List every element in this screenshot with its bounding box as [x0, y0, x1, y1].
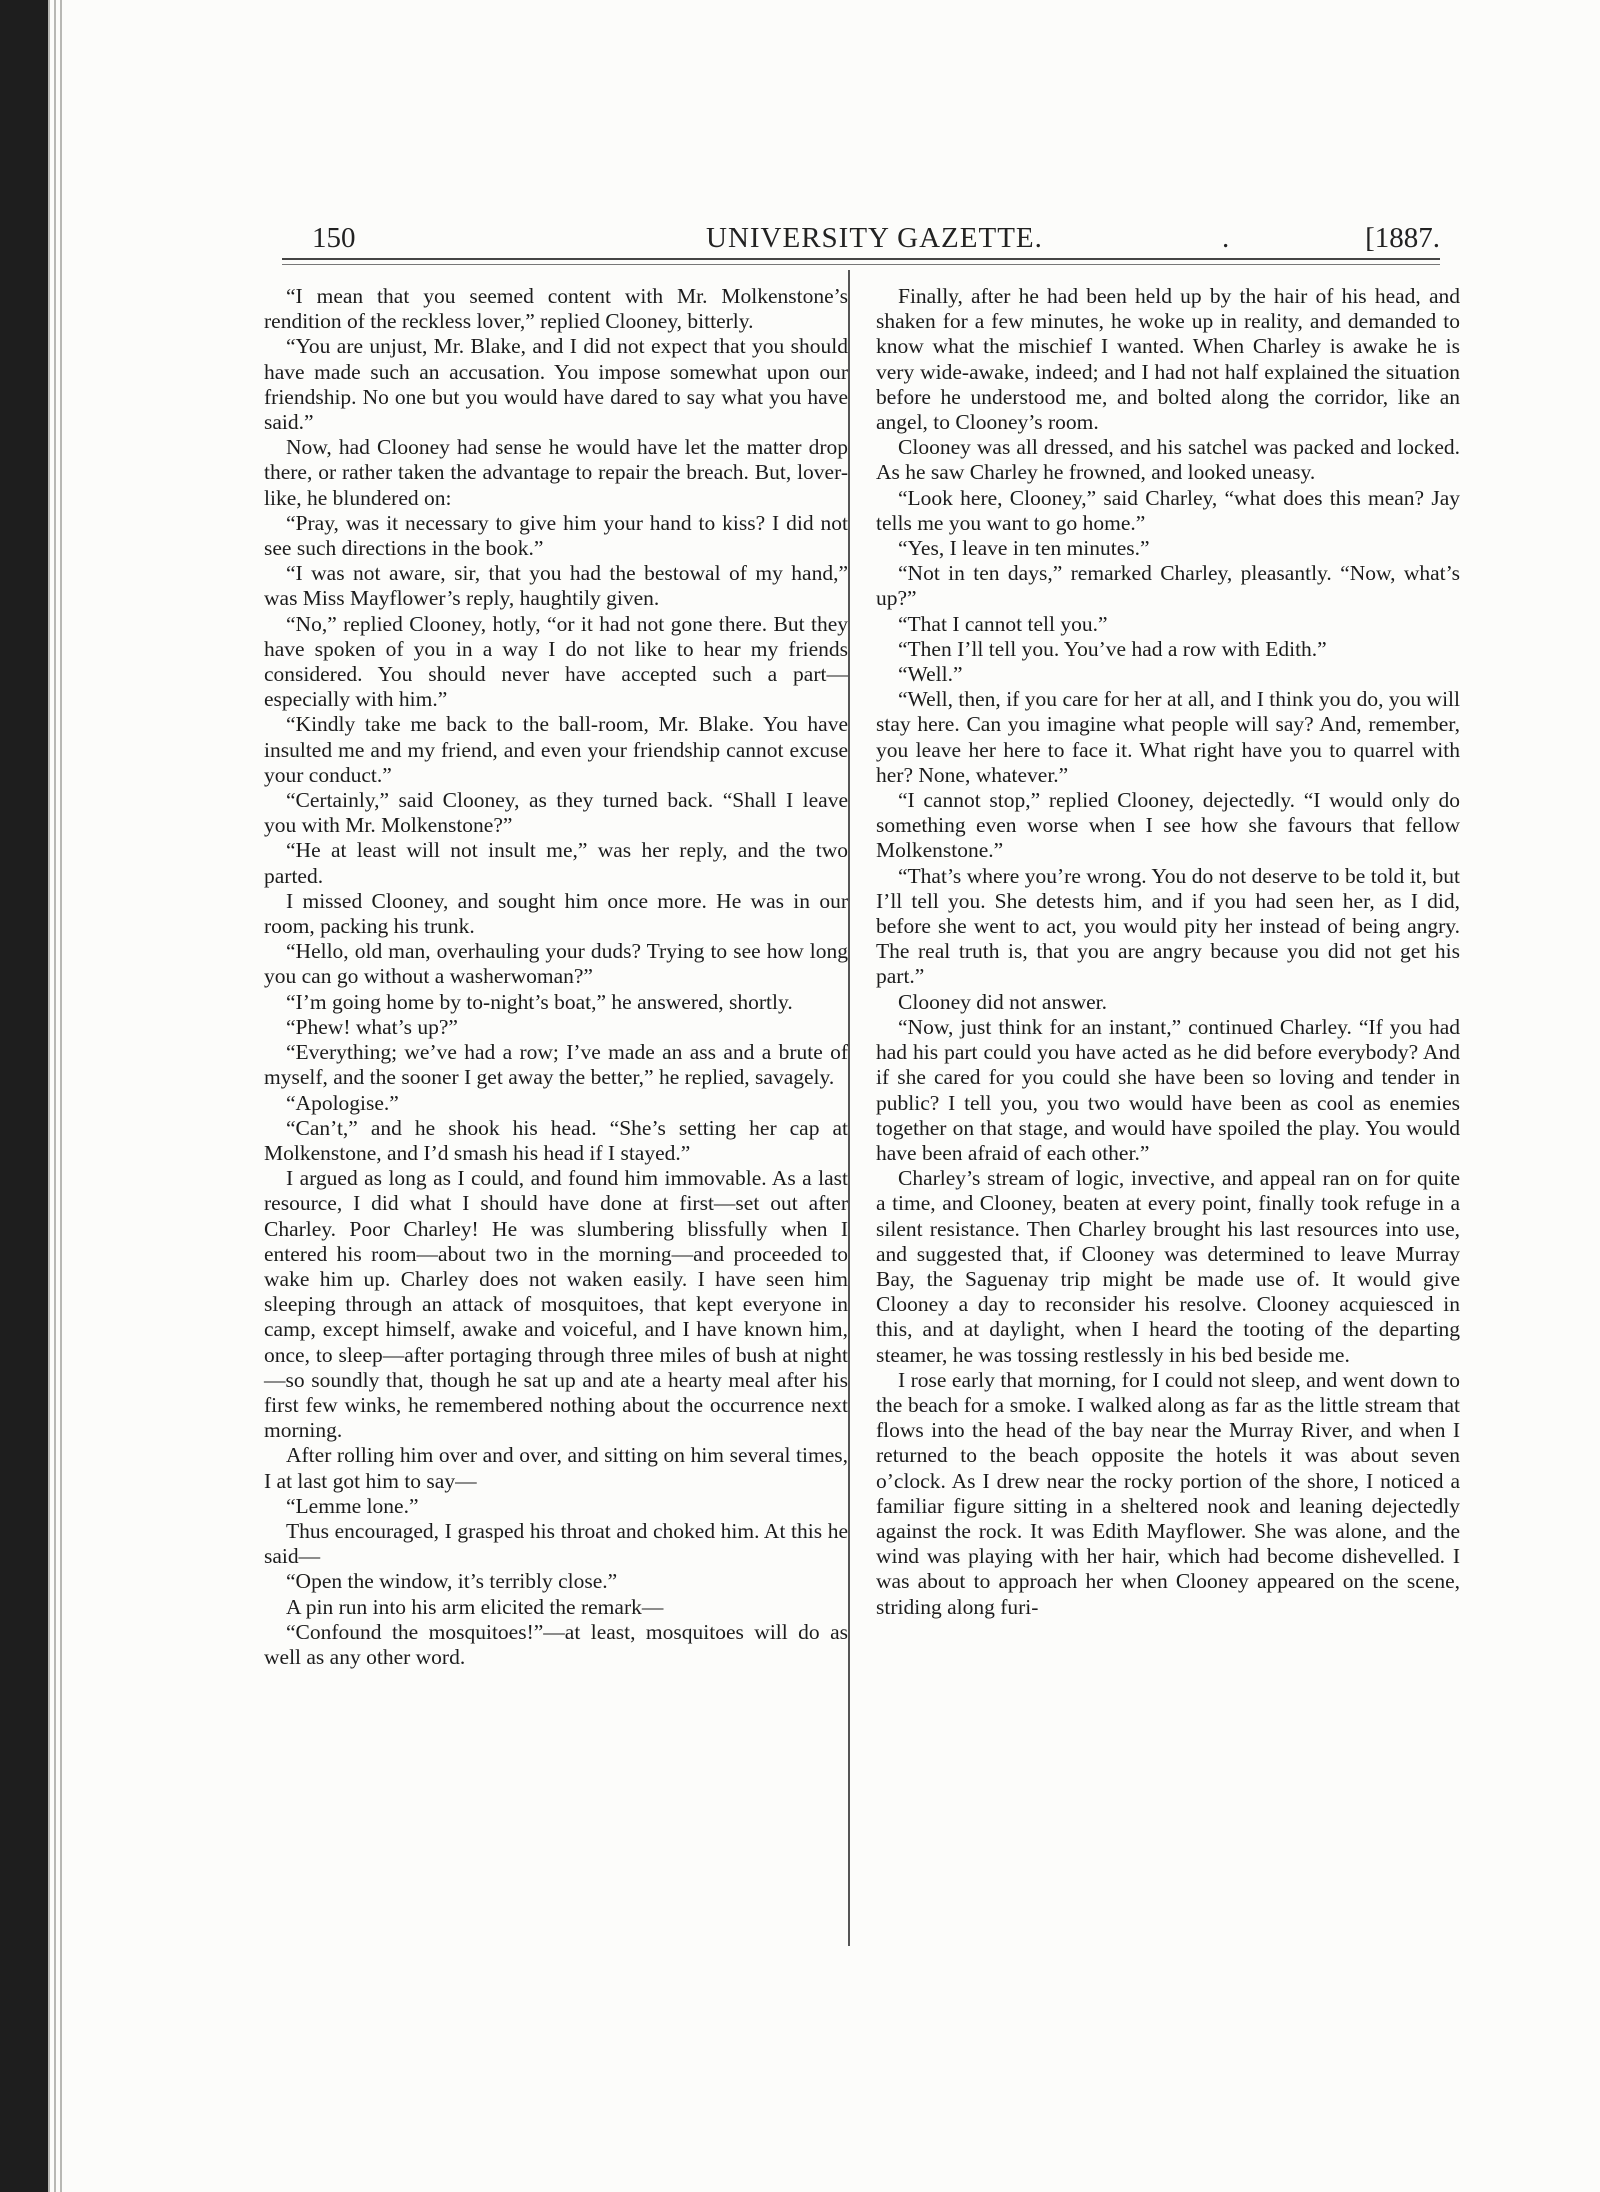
header-rule — [282, 258, 1440, 260]
paragraph: “Pray, was it necessary to give him your hand to kiss? I did not see such directions in the book.” — [264, 510, 848, 561]
left-column — [264, 284, 848, 1670]
header-year: [1887. — [1365, 222, 1440, 254]
paragraph: “Well, then, if you care for her at all, and I think you do, you will stay here. Can you imagine what people will say? And, remember, you leave her here to face it. What right have you to quarrel with her? None, whatever.” — [876, 687, 1460, 787]
paragraph: “That I cannot tell you.” — [898, 611, 1108, 636]
paragraph: “He at least will not insult me,” was her reply, and the two parted. — [264, 838, 848, 888]
paragraph: “That’s where you’re wrong. You do not deserve to be told it, but I’ll tell you. She detests him, and if you had seen her, as I did, before she went to act, you would pity her instead of being angry. The real truth is, that you are angry because you did not get his part.” — [876, 863, 1460, 989]
header-rule-thin — [282, 264, 1440, 265]
paragraph: Finally, after he had been held up by the hair of his head, and shaken for a few minutes, he woke up in reality, and demanded to know what the mischief I wanted. When Charley is awake he is very wide-awake, indeed; and I had not half explained the situation before he understood me, and bolted along the corridor, like an angel, to Clooney’s room. — [876, 284, 1460, 435]
paragraph: “Yes, I leave in ten minutes.” — [898, 536, 1150, 561]
paragraph: “Apologise.” — [286, 1090, 399, 1115]
column-divider — [848, 270, 850, 1946]
paragraph: A pin run into his arm elicited the remark— — [286, 1594, 664, 1619]
running-header — [312, 222, 1440, 258]
page-edge — [60, 0, 62, 2192]
paragraph: “Everything; we’ve had a row; I’ve made an ass and a brute of myself, and the sooner I get away the better,” he replied, savagely. — [264, 1040, 848, 1090]
paragraph: “Now, just think for an instant,” continued Charley. “If you had had his part could you have acted as he did before everybody? And if she cared for you could she have been so loving and tender in public? I tell you, you two would have been as cool as enemies together on that stage, and would have spoiled the play. You would have been afraid of each other.” — [876, 1014, 1460, 1165]
paragraph: Charley’s stream of logic, invective, and appeal ran on for quite a time, and Clooney, beaten at every point, finally took refuge in a silent resistance. Then Charley brought his last resources into use, and suggested that, if Clooney was determined to leave Murray Bay, the Saguenay trip might be made use of. It would give Clooney a day to reconsider his resolve. Clooney acquiesced in this, and at daylight, when I heard the tooting of the departing steamer, he was tossing restlessly in his bed beside me. — [876, 1166, 1460, 1367]
header-separator: . — [1222, 222, 1230, 254]
paragraph: “I cannot stop,” replied Clooney, dejectedly. “I would only do something even worse when I see how she favours that fellow Molkenstone.” — [876, 788, 1460, 863]
paragraph: Now, had Clooney had sense he would have let the matter drop there, or rather taken the advantage to repair the breach. But, lover-like, he blundered on: — [264, 435, 848, 510]
page-edge — [54, 0, 56, 2192]
paragraph: I rose early that morning, for I could not sleep, and went down to the beach for a smoke. I walked along as far as the little stream that flows into the head of the bay near the Murray River, and when I returned to the beach opposite the hotels it was about seven o’clock. As I drew near the rocky portion of the shore, I noticed a familiar figure sitting in a sheltered nook and leaning dejectedly against the rock. It was Edith Mayflower. She was alone, and the wind was playing with her hair, which had become dishevelled. I was about to approach her when Clooney appeared on the scene, striding along furi- — [876, 1367, 1460, 1619]
paragraph: I argued as long as I could, and found him immovable. As a last resource, I did what I should have done at first—set out after Charley. Poor Charley! He was slumbering blissfully when I entered his room—about two in the morning—and proceeded to wake him up. Charley does not waken easily. I have seen him sleeping through an attack of mosquitoes, that kept everyone in camp, except himself, awake and voiceful, and I have known him, once, to sleep—after portaging through three miles of bush at night—so soundly that, though he sat up and ate a hearty meal after his first few winks, he remembered nothing about the occurrence next morning. — [264, 1166, 848, 1443]
publication-title: UNIVERSITY GAZETTE. — [706, 222, 1043, 254]
paragraph: “Kindly take me back to the ball-room, Mr. Blake. You have insulted me and my friend, and even your friendship cannot excuse your conduct.” — [264, 712, 848, 787]
paragraph: “Phew! what’s up?” — [286, 1014, 458, 1039]
paragraph: “Look here, Clooney,” said Charley, “what does this mean? Jay tells me you want to go home.” — [876, 485, 1460, 535]
paragraph: “Well.” — [898, 662, 963, 687]
paragraph: “Open the window, it’s terribly close.” — [286, 1569, 618, 1594]
page-number: 150 — [312, 222, 356, 254]
paragraph: Clooney was all dressed, and his satchel was packed and locked. As he saw Charley he frowned, and looked uneasy. — [876, 435, 1460, 485]
paragraph: After rolling him over and over, and sitting on him several times, I at last got him to say— — [264, 1443, 848, 1493]
page-edge — [48, 0, 50, 2192]
paragraph: “Can’t,” and he shook his head. “She’s setting her cap at Molkenstone, and I’d smash his head if I stayed.” — [264, 1115, 848, 1165]
paragraph: “You are unjust, Mr. Blake, and I did not expect that you should have made such an accusation. You impose somewhat upon our friendship. No one but you would have dared to say what you have said.” — [264, 334, 848, 435]
paragraph: “Confound the mosquitoes!”—at least, mosquitoes will do as well as any other word. — [264, 1619, 848, 1669]
paragraph: “I’m going home by to-night’s boat,” he answered, shortly. — [286, 989, 793, 1014]
paragraph: “I was not aware, sir, that you had the bestowal of my hand,” was Miss Mayflower’s reply, haughtily given. — [264, 561, 848, 611]
right-column — [876, 284, 1460, 1620]
paragraph: Clooney did not answer. — [898, 989, 1108, 1014]
paragraph: “Certainly,” said Clooney, as they turned back. “Shall I leave you with Mr. Molkenstone?” — [264, 788, 848, 838]
paragraph: “No,” replied Clooney, hotly, “or it had not gone there. But they have spoken of you in a way I do not like to hear my friends considered. You should never have accepted such a part—especially with him.” — [264, 611, 848, 712]
paragraph: “I mean that you seemed content with Mr. Molkenstone’s rendition of the reckless lover,” replied Clooney, bitterly. — [264, 284, 848, 334]
paragraph: “Then I’ll tell you. You’ve had a row with Edith.” — [898, 636, 1327, 661]
paragraph: I missed Clooney, and sought him once more. He was in our room, packing his trunk. — [264, 888, 848, 939]
paragraph: “Not in ten days,” remarked Charley, pleasantly. “Now, what’s up?” — [876, 561, 1460, 611]
paragraph: “Hello, old man, overhauling your duds? Trying to see how long you can go without a washerwoman?” — [264, 939, 848, 989]
paragraph: Thus encouraged, I grasped his throat and choked him. At this he said— — [264, 1518, 848, 1569]
paragraph: “Lemme lone.” — [286, 1493, 419, 1518]
